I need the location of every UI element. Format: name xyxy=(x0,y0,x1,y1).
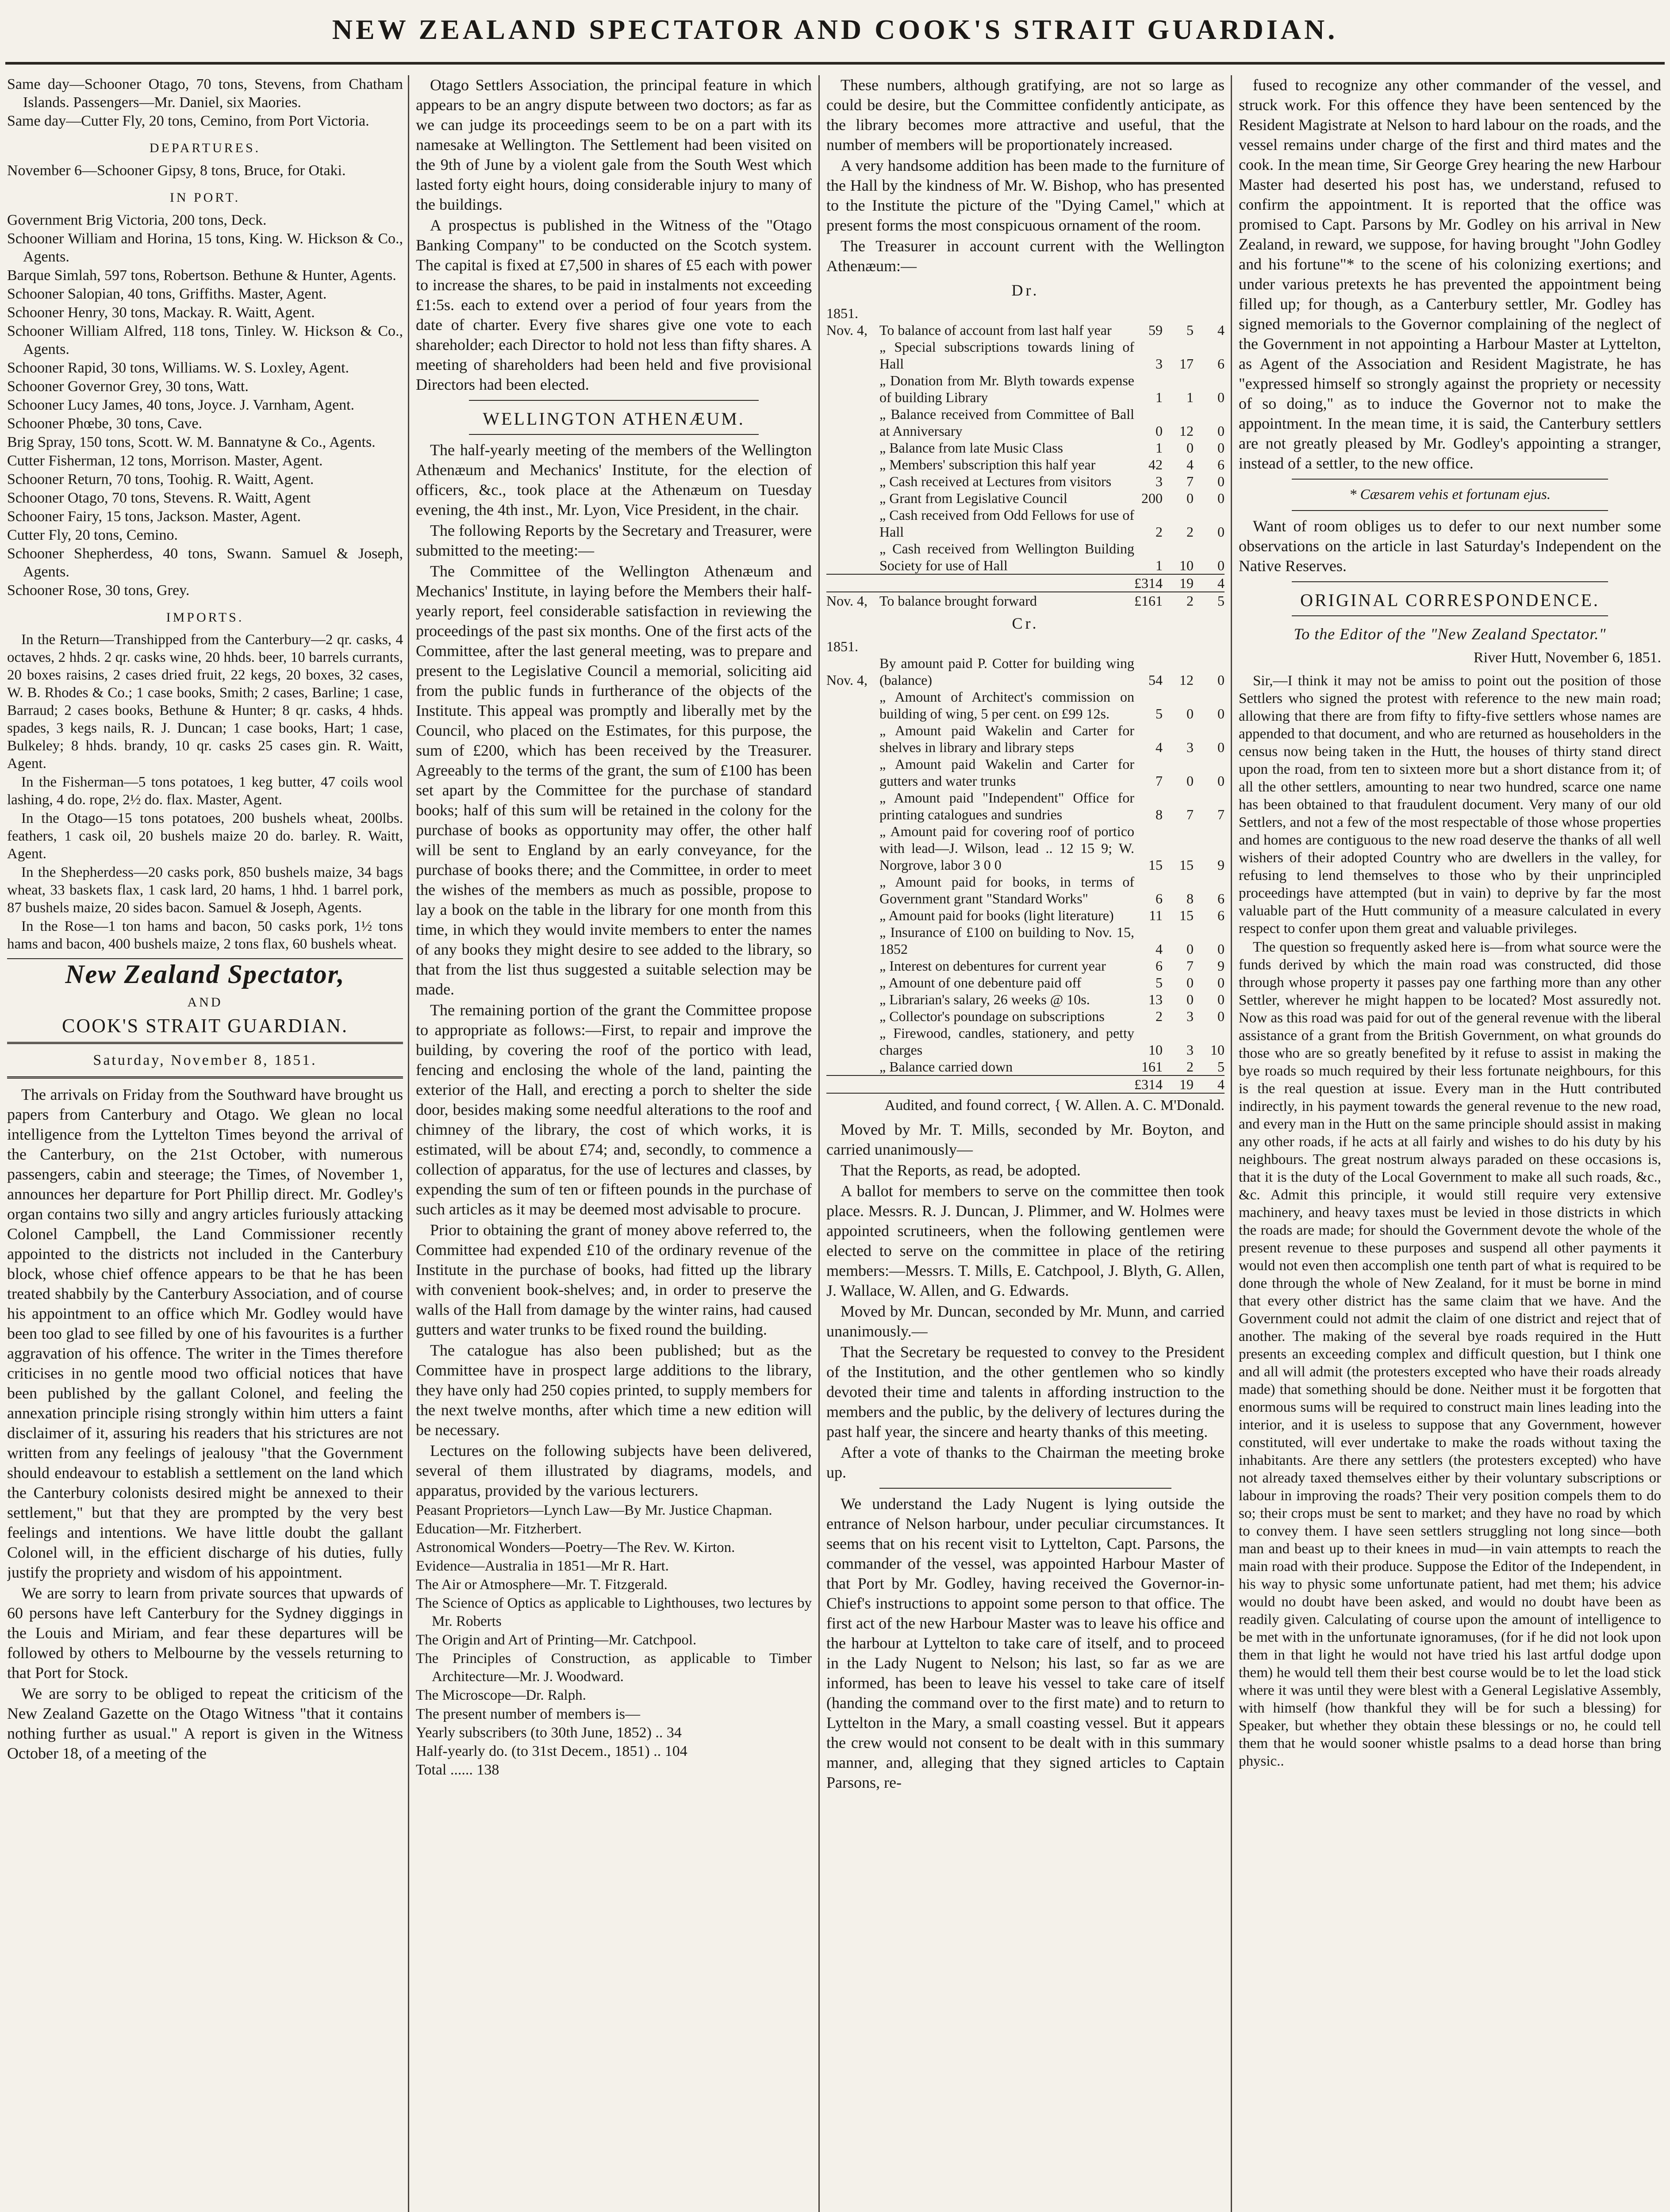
account-pounds: £314 xyxy=(1134,1076,1163,1092)
account-date xyxy=(826,1008,879,1025)
account-row xyxy=(826,823,1225,873)
in-port-entry: Schooner Phœbe, 30 tons, Cave. xyxy=(7,415,203,432)
account-item xyxy=(879,638,1134,655)
account-item: „ Amount of one debenture paid off xyxy=(879,975,1082,991)
issue-date: Saturday, November 8, 1851. xyxy=(93,1052,317,1068)
account-item: „ Cash received at Lectures from visitors xyxy=(879,473,1112,489)
divider xyxy=(1292,479,1608,480)
account-pence: 0 xyxy=(1217,941,1225,957)
column-divider xyxy=(818,75,820,2212)
letter-salutation-heading: To the Editor of the "New Zealand Spectator." xyxy=(1294,625,1606,643)
account-pounds: 3 xyxy=(1156,356,1163,372)
account-pence: 0 xyxy=(1217,473,1225,489)
account-row xyxy=(826,957,1225,974)
in-port-entry: Schooner Governor Grey, 30 tons, Watt. xyxy=(7,378,249,395)
account-pence: 7 xyxy=(1217,806,1225,822)
account-pence: 9 xyxy=(1217,958,1225,974)
letter-paragraph: The question so frequently asked here is—from what source were the funds derived by which the main road was constructed, did those through whose property it passes pay one farthing more than any other Settler, wherever he might happen to be located? Most assuredly not. Now as this road was paid for out of the general revenue with the liberal assistance of a grant from the British Government, on what grounds do those who are so greatly benefited by it refuse to assist in making the bye roads so much required by their less fortunate neighbours, for this is the real question at issue. Every man in the Hutt contributed indirectly, in his payment towards the general revenue to the new road, and every man in the Hutt on the same principle should assist in making any other roads, if he acts at all fairly and wishes to do his duty by his neighbours. The great nostrum always paraded on these occasions is, that it is the duty of the Local Government to make all such roads, &c., &c. Admit this principle, it would still require very extensive machinery, and heavy taxes must be levied in those districts in which the roads are made; for should the Government devote the whole of the present revenue to these purposes and suspend all other payments it would not even then accomplish one tenth part of what is required to be done through the whole of New Zealand, for it must be borne in mind that every other district has the same claim that we have. And the Government could not admit the claim of one district and reject that of another. The making of the several bye roads required in the Hutt presents an exceeding complex and difficult question, but I think one and all will admit (the protesters excepted who have their roads already made) that something should be done. Neither must it be forgotten that enormous sums will be required to construct main lines leading into the interior, and it is useless to suppose that any Government, however constituted, will ever undertake to make the roads without taxing the inhabitants. Are there any settlers (the protesters excepted) who have not already taxed themselves either by their voluntary subscriptions or labour in improving the roads? Their very position compels them to do so; their crops must be sent to market; and they have no road by which to convey them. I have seen settlers struggling not long since—both man and beast up to their knees in mud—in vain attempts to reach the main road with their produce. Suppose the Editor of the Independent, in his way to physic some unfortunate patient, had met them; his advice would no doubt have been asked, and would no doubt have been as readily given. Calculating of course upon the amount of intelligence to be met with in the unfortunate ignoramuses, (for if he did not look upon them in that light he would not have tried his last artful dodge upon them) he would tell them their best course would be to let the load stick where it was until they were blest with a General Legislative Assembly, with himself (how thankful they will be for such a blessing) for Speaker, but whether they obtain these blessings or no, he could tell them that he would sooner whistle psalms to a dead horse than bring physic.. xyxy=(1239,939,1661,1769)
letter-paragraph: Sir,—I think it may not be amiss to point out the position of those Settlers who signed the protest with reference to the new main road; allowing that there are from fifty to fifty-five settlers whose names are appended to that document, and who are returned as householders in the census now being taken in the Hutt, the houses of thirty stand direct upon the road, from ten to sixteen more but a short distance from it; of all the other settlers, amounting to near two hundred, scarce one name has been obtained to that fraudulent document. Very many of our old Settlers, and not a few of the most respectable of those whose properties and homes are contiguous to the new road deserve the thanks of all well wishers of their adopted Country who are dwellers in the valley, for refusing to lend themselves to those who by their unprincipled proceedings have attempted (but in vain) to deprive by far the most valuable part of the Hutt community of a measure calculated in every respect to confer upon them great and valuable privileges. xyxy=(1239,673,1661,937)
account-item: „ Amount paid Wakelin and Carter for shelves in library and library steps xyxy=(879,722,1134,755)
minutes-paragraph: A ballot for members to serve on the committee then took place. Messrs. R. J. Duncan, J. Plimmer, and W. Holmes were appointed scrutineers, when the following gentlemen were elected to serve on the committee in place of the retiring members:—Messrs. T. Mills, E. Catchpool, J. Blyth, G. Allen, J. Wallace, W. Allen, and G. Edwards. xyxy=(826,1182,1225,1299)
in-port-entry: Schooner Lucy James, 40 tons, Joyce. J. Varnham, Agent. xyxy=(7,397,355,413)
account-row xyxy=(826,473,1225,490)
account-pence xyxy=(1194,638,1225,655)
account-row xyxy=(826,924,1225,957)
account-pounds: 5 xyxy=(1156,975,1163,991)
account-pence: 0 xyxy=(1217,739,1225,755)
lady-nugent-continued: fused to recognize any other commander of the vessel, and struck work. For this offence they have been sentenced by the Resident Magistrate at Nelson to hard labour on the roads, and the vessel remains under charge of the first and third mates and the cook. In the mean time, Sir George Grey hearing the new Harbour Master had deserted his post has, we understand, refused to confirm the appointment. It is reported that the office was promised to Capt. Parsons by Mr. Godley on his arrival in New Zealand, in reward, we suppose, for having brought "John Godley and his fortune"* to the scene of his colonizing exertions; and under various pretexts he has prevented the appointment being filled up; for though, as a Canterbury settler, Mr. Godley has signed memorials to the Governor complaining of the neglect of the Government in not appointing a Harbour Master at Lyttelton, as Agent of the Association and Resident Magistrate, he has "expressed himself so strongly against the propriety or necessity of so doing," as to induce the Governor not to make the appointment. In the mean time, it is said, the Canterbury settlers are not greatly pleased by Mr. Godley's appointing a stranger, instead of a settler, to the new office. xyxy=(1239,76,1661,472)
account-pounds: 161 xyxy=(1141,1059,1163,1075)
minutes-paragraph: Moved by Mr. Duncan, seconded by Mr. Munn, and carried unanimously.— xyxy=(826,1302,1225,1340)
account-date xyxy=(826,540,879,574)
account-pounds: 1 xyxy=(1156,389,1163,405)
account-shillings: 19 xyxy=(1163,1075,1194,1093)
account-pounds: 3 xyxy=(1156,473,1163,489)
column-2 xyxy=(416,75,812,2212)
in-port-entry: Cutter Fisherman, 12 tons, Morrison. Master, Agent. xyxy=(7,453,323,469)
divider xyxy=(469,434,759,435)
account-item: „ Firewood, candles, stationery, and petty charges xyxy=(879,1025,1134,1058)
imports-heading: IMPORTS. xyxy=(166,610,244,625)
account-row xyxy=(826,638,1225,655)
account-date: Nov. 4, xyxy=(826,322,868,338)
account-pounds: 5 xyxy=(1156,706,1163,722)
account-pence: 0 xyxy=(1217,389,1225,405)
account-pence: 0 xyxy=(1217,423,1225,439)
account-row xyxy=(826,655,1225,688)
member-count-line: Half-yearly do. (to 31st Decem., 1851) .. 104 xyxy=(416,1743,687,1759)
credit-heading: Cr. xyxy=(1012,614,1039,632)
in-port-heading: IN PORT. xyxy=(169,190,241,205)
account-row xyxy=(826,490,1225,507)
account-row xyxy=(826,456,1225,473)
account-item xyxy=(879,1075,1134,1093)
account-row xyxy=(826,688,1225,722)
letter-body xyxy=(1239,672,1661,1770)
account-date xyxy=(826,924,879,957)
account-pence: 9 xyxy=(1217,857,1225,873)
divider xyxy=(7,1076,403,1079)
masthead-rule xyxy=(5,62,1665,65)
member-count-line: The present number of members is— xyxy=(416,1706,641,1722)
account-shillings: 7 xyxy=(1186,806,1194,822)
report-paragraph: The remaining portion of the grant the Committee propose to appropriate as follows:—First, to repair and improve the building, by covering the roof of the portico with lead, fencing and enclosing the whole of the land, painting the exterior of the Hall, and erecting a porch to shelter the side door, besides making some needful alterations to the roof and chimney of the library, the cost of which works, it is estimated, will be about £74; and, secondly, to commence a collection of apparatus, for the use of lectures and classes, by expending the sum of ten or fifteen pounds in the purchase of such articles as it may be deemed most advisable to procure. xyxy=(416,1001,812,1218)
account-item: „ Amount paid for covering roof of portico with lead—J. Wilson, lead .. 12 15 9; W. Norgrove, labor 3 0 0 xyxy=(879,823,1134,873)
account-pence: 4 xyxy=(1217,322,1225,338)
account-item: „ Balance from late Music Class xyxy=(879,440,1063,456)
athenaeum-report-continued xyxy=(826,75,1225,276)
account-pence: 4 xyxy=(1194,1075,1225,1093)
editorial-paragraph: We are sorry to learn from private sources that upwards of 60 persons have left Canterbury for the Sydney diggings in the Louis and Miriam, and fear these departures will be followed by others to Melbourne by the vessels returning to that Port for Stock. xyxy=(7,1584,403,1682)
account-shillings: 0 xyxy=(1186,941,1194,957)
account-shillings: 0 xyxy=(1186,991,1194,1007)
account-date xyxy=(826,957,879,974)
account-pence: 0 xyxy=(1217,524,1225,540)
lectures-list xyxy=(416,1502,812,1705)
account-item: By amount paid P. Cotter for building wing (balance) xyxy=(879,655,1134,688)
account-shillings xyxy=(1163,305,1194,322)
account-row xyxy=(826,873,1225,907)
account-date: 1851. xyxy=(826,638,858,654)
account-date xyxy=(826,873,879,907)
account-pounds: 7 xyxy=(1156,773,1163,789)
account-date xyxy=(826,688,879,722)
notice-native-reserves: Want of room obliges us to defer to our next number some observations on the article in last Saturday's Independent on the Native Reserves. xyxy=(1239,517,1661,575)
account-date xyxy=(826,974,879,991)
account-pence: 5 xyxy=(1217,1059,1225,1075)
divider xyxy=(1292,615,1608,616)
account-row xyxy=(826,1008,1225,1025)
minutes-paragraph: After a vote of thanks to the Chairman the meeting broke up. xyxy=(826,1444,1225,1481)
account-date xyxy=(826,1075,879,1093)
account-pounds: 200 xyxy=(1141,490,1163,506)
masthead: NEW ZEALAND SPECTATOR AND COOK'S STRAIT GUARDIAN. xyxy=(332,14,1338,45)
account-date xyxy=(826,439,879,456)
report-paragraph: Lectures on the following subjects have been delivered, several of them illustrated by diagrams, models, and apparatus, provided by the various lecturers. xyxy=(416,1442,812,1499)
athenaeum-heading: WELLINGTON ATHENÆUM. xyxy=(483,409,745,429)
account-pounds: 59 xyxy=(1148,322,1163,338)
divider xyxy=(7,958,403,959)
account-total-row xyxy=(826,574,1225,592)
shipping-in-port xyxy=(7,211,403,599)
column-divider xyxy=(408,75,409,2212)
account-row xyxy=(826,406,1225,439)
account-item: „ Special subscriptions towards lining of Hall xyxy=(879,339,1134,372)
account-row xyxy=(826,592,1225,609)
original-correspondence-heading: ORIGINAL CORRESPONDENCE. xyxy=(1300,590,1600,610)
account-date xyxy=(826,473,879,490)
account-pence: 0 xyxy=(1217,706,1225,722)
account-item: „ Collector's poundage on subscriptions xyxy=(879,1008,1105,1024)
account-shillings: 2 xyxy=(1186,1059,1194,1075)
account-item: „ Balance carried down xyxy=(879,1059,1013,1075)
account-item: „ Insurance of £100 on building to Nov. 15, 1852 xyxy=(879,924,1134,957)
account-pounds: 6 xyxy=(1156,958,1163,974)
account-item: „ Amount paid Wakelin and Carter for gutters and water trunks xyxy=(879,756,1134,789)
paper-subtitle: COOK'S STRAIT GUARDIAN. xyxy=(62,1015,348,1037)
account-date xyxy=(826,789,879,823)
account-item: „ Interest on debentures for current year xyxy=(879,958,1106,974)
account-pence: 0 xyxy=(1217,975,1225,991)
in-port-entry: Schooner Fairy, 15 tons, Jackson. Master, Agent. xyxy=(7,508,301,525)
account-pounds xyxy=(1134,638,1163,655)
account-item: „ Cash received from Odd Fellows for use of Hall xyxy=(879,507,1134,540)
account-row xyxy=(826,322,1225,338)
account-shillings: 15 xyxy=(1179,857,1194,873)
in-port-entry: Brig Spray, 150 tons, Scott. W. M. Bannatyne & Co., Agents. xyxy=(7,434,376,450)
account-pence: 4 xyxy=(1194,574,1225,592)
arrival-entry: Same day—Cutter Fly, 20 tons, Cemino, from Port Victoria. xyxy=(7,113,369,129)
auditors: Audited, and found correct, { W. Allen. A. C. M'Donald. xyxy=(884,1097,1225,1114)
account-item: To balance of account from last half year xyxy=(879,322,1112,338)
shipping-departures xyxy=(7,161,403,180)
editorial-continued xyxy=(416,75,812,395)
account-row xyxy=(826,991,1225,1008)
letter-dateline: River Hutt, November 6, 1851. xyxy=(1474,649,1661,666)
column-1 xyxy=(7,75,403,2212)
minutes-paragraph: That the Reports, as read, be adopted. xyxy=(841,1161,1081,1179)
account-pounds: £314 xyxy=(1134,575,1163,591)
account-pounds: 4 xyxy=(1156,941,1163,957)
lecture-entry: The Microscope—Dr. Ralph. xyxy=(416,1687,586,1703)
account-shillings: 5 xyxy=(1186,322,1194,338)
report-paragraph: The half-yearly meeting of the members of the Wellington Athenæum and Mechanics' Institute, for the election of officers, &c., took place at the Athenæum on Tuesday evening, the 4th inst., Mr. Lyon, Vice President, in the chair. xyxy=(416,441,812,518)
account-shillings: 7 xyxy=(1186,958,1194,974)
account-row xyxy=(826,305,1225,322)
account-item: „ Balance received from Committee of Ball at Anniversary xyxy=(879,406,1134,439)
account-shillings: 8 xyxy=(1186,891,1194,906)
account-pence: 6 xyxy=(1217,891,1225,906)
account-shillings: 12 xyxy=(1179,672,1194,688)
account-date xyxy=(826,507,879,540)
account-shillings: 10 xyxy=(1179,557,1194,573)
account-date: Nov. 4, xyxy=(826,593,868,609)
account-pounds: 15 xyxy=(1148,857,1163,873)
account-date xyxy=(826,1058,879,1075)
divider xyxy=(1292,510,1608,511)
account-row xyxy=(826,789,1225,823)
in-port-entry: Cutter Fly, 20 tons, Cemino. xyxy=(7,527,178,543)
shipping-arrivals xyxy=(7,75,403,130)
account-pence: 0 xyxy=(1217,1008,1225,1024)
lecture-entry: Evidence—Australia in 1851—Mr R. Hart. xyxy=(416,1558,669,1574)
account-pounds: 6 xyxy=(1156,891,1163,906)
column-divider xyxy=(1231,75,1232,2212)
in-port-entry: Schooner William and Horina, 15 tons, King. W. Hickson & Co., Agents. xyxy=(7,230,403,265)
departures-heading: DEPARTURES. xyxy=(149,141,261,155)
import-entry: In the Rose—1 ton hams and bacon, 50 casks pork, 1½ tons hams and bacon, 400 bushels maize, 2 tons flax, 60 bushels wheat. xyxy=(7,918,403,952)
account-row xyxy=(826,1058,1225,1075)
account-pence xyxy=(1194,305,1225,322)
account-shillings: 0 xyxy=(1186,490,1194,506)
report-paragraph: These numbers, although gratifying, are not so large as could be desire, but the Committee confidently anticipate, as the library becomes more attractive and useful, that the number of members will be proportionately increased. xyxy=(826,76,1225,154)
in-port-entry: Schooner William Alfred, 118 tons, Tinley. W. Hickson & Co., Agents. xyxy=(7,323,403,357)
account-item: „ Grant from Legislative Council xyxy=(879,490,1067,506)
report-paragraph: The Committee of the Wellington Athenæum and Mechanics' Institute, in laying before the Members their half-yearly report, feel considerable satisfaction in reviewing the proceedings of the past six months. One of the first acts of the Committee, after the last general meeting, was to prepare and present to the Legislative Council a memorial, soliciting aid from the public funds in furtherance of the objects of the Institute. This appeal was promptly and liberally met by the Council, who placed on the Estimates, for this purpose, the sum of £200, which has been received by the Treasurer. Agreeably to the terms of the grant, the sum of £100 has been set apart by the Committee for the purchase of standard books; half of this sum will be retained in the colony for the purchase of books as opportunity may offer, the other half will be sent to England by an early conveyance, for the purchase of books there; and the Committee, in order to meet the wishes of the members as much as possible, propose to lay a book on the table in the library for one month from this time, in which they would invite members to enter the names of any books they might desire to see added to the library, so that from the list thus suggested a suitable selection may be made. xyxy=(416,562,812,998)
editorial-paragraph: The arrivals on Friday from the Southward have brought us papers from Canterbury and Otago. We glean no local intelligence from the Lyttelton Times beyond the arrival of the Canterbury, on the 21st October, with numerous passengers, cabin and steerage; the Times, of November 1, announces her departure for Port Phillip direct. Mr. Godley's organ contains two silly and angry articles furiously attacking Colonel Campbell, the Land Commissioner recently appointed to the districts not included in the Canterbury block, whose chief offence appears to be that he has been treated shabbily by the Canterbury Association, and of course his appointment to an office which Mr. Godley would have been too glad to see filled by one of his favourites is a further aggravation of his offence. The writer in the Times therefore criticises in no gentle mood two official notices that have been published by the gallant Colonel, and feeling the annexation principle rising strongly within him utters a faint disclaimer of it, assuring his readers that his strictures are not written from any feelings of jealousy "that the Government should endeavour to establish a settlement on the land which the Canterbury colonists desired might be annexed to their settlement," but that they are prompted by the very best feelings and intentions. We have little doubt the gallant Colonel will, in the efficient discharge of his duties, fully justify the propriety and wisdom of his appointment. xyxy=(7,1086,403,1581)
account-date xyxy=(826,406,879,439)
account-pounds: 10 xyxy=(1148,1042,1163,1058)
account-row xyxy=(826,907,1225,924)
account-pence: 0 xyxy=(1217,991,1225,1007)
account-item: „ Amount of Architect's commission on building of wing, 5 per cent. on £99 12s. xyxy=(879,689,1134,722)
account-date xyxy=(826,1025,879,1058)
in-port-entry: Schooner Return, 70 tons, Toohig. R. Waitt, Agent. xyxy=(7,471,314,488)
account-item: „ Amount paid for books, in terms of Government grant "Standard Works" xyxy=(879,874,1134,906)
account-shillings: 2 xyxy=(1186,593,1194,609)
editorial xyxy=(7,1085,403,1763)
account-pounds: 4 xyxy=(1156,739,1163,755)
account-pounds: 13 xyxy=(1148,991,1163,1007)
account-date xyxy=(826,574,879,592)
account-pence: 10 xyxy=(1210,1042,1225,1058)
account-shillings: 0 xyxy=(1186,975,1194,991)
account-date xyxy=(826,456,879,473)
account-shillings: 2 xyxy=(1186,524,1194,540)
account-shillings: 1 xyxy=(1186,389,1194,405)
lecture-entry: The Air or Atmosphere—Mr. T. Fitzgerald. xyxy=(416,1577,668,1593)
member-count-line: Total ...... 138 xyxy=(416,1762,499,1778)
account-pence: 0 xyxy=(1217,440,1225,456)
account-pence: 5 xyxy=(1217,593,1225,609)
report-paragraph: A very handsome addition has been made to the furniture of the Hall by the kindness of Mr. W. Bishop, who has presented to the Institute the picture of the "Dying Camel," which at present forms the most conspicuous ornament of the room. xyxy=(826,157,1225,234)
account-item: „ Donation from Mr. Blyth towards expense of building Library xyxy=(879,373,1134,405)
athenaeum-report xyxy=(416,440,812,1501)
debit-account-table xyxy=(826,305,1225,609)
account-row xyxy=(826,540,1225,574)
in-port-entry: Schooner Otago, 70 tons, Stevens. R. Waitt, Agent xyxy=(7,490,311,506)
account-date xyxy=(826,372,879,406)
member-count-line: Yearly subscribers (to 30th June, 1852) .. 34 xyxy=(416,1724,682,1741)
account-shillings: 3 xyxy=(1186,739,1194,755)
paper-title: New Zealand Spectator, xyxy=(65,960,345,989)
account-pence: 0 xyxy=(1217,773,1225,789)
account-date xyxy=(826,823,879,873)
account-shillings: 3 xyxy=(1186,1042,1194,1058)
import-entry: In the Shepherdess—20 casks pork, 850 bushels maize, 34 bags wheat, 33 baskets flax, 1 cask lard, 20 hams, 1 hhd. 1 barrel pork, 87 bushels maize, 20 sides bacon. Samuel & Joseph, Agents. xyxy=(7,864,403,916)
in-port-entry: Barque Simlah, 597 tons, Robertson. Bethune & Hunter, Agents. xyxy=(7,267,396,284)
account-row xyxy=(826,507,1225,540)
article-paragraph: Otago Settlers Association, the principal feature in which appears to be an angry dispute between two doctors; as far as we can judge its proceedings seem to be on a part with its namesake at Wellington. The Settlement had been visited on the 9th of June by a violent gale from the South West which lasted forty eight hours, doing considerable injury to many of the buildings. xyxy=(416,76,812,213)
account-pounds: 54 xyxy=(1148,672,1163,688)
account-row xyxy=(826,439,1225,456)
account-shillings: 12 xyxy=(1179,423,1194,439)
account-shillings: 19 xyxy=(1163,574,1194,592)
arrival-entry: Same day—Schooner Otago, 70 tons, Stevens, from Chatham Islands. Passengers—Mr. Daniel, six Maories. xyxy=(7,76,403,111)
account-row xyxy=(826,756,1225,789)
account-row xyxy=(826,372,1225,406)
report-paragraph: The Treasurer in account current with the Wellington Athenæum:— xyxy=(826,237,1225,275)
account-pounds: 11 xyxy=(1149,907,1163,923)
report-paragraph: The following Reports by the Secretary and Treasurer, were submitted to the meeting:— xyxy=(416,522,812,559)
import-entry: In the Otago—15 tons potatoes, 200 bushels wheat, 200lbs. feathers, 1 cask oil, 20 bushels maize 20 do. barley. R. Waitt, Agent. xyxy=(7,810,403,862)
in-port-entry: Schooner Shepherdess, 40 tons, Swann. Samuel & Joseph, Agents. xyxy=(7,545,403,580)
account-item: „ Cash received from Wellington Building Society for use of Hall xyxy=(879,541,1134,573)
account-date xyxy=(826,722,879,756)
account-pence: 6 xyxy=(1217,356,1225,372)
account-shillings: 0 xyxy=(1186,706,1194,722)
lecture-entry: The Science of Optics as applicable to Lighthouses, two lectures by Mr. Roberts xyxy=(416,1595,812,1629)
account-shillings: 3 xyxy=(1186,1008,1194,1024)
in-port-entry: Schooner Rose, 30 tons, Grey. xyxy=(7,582,190,599)
account-total-row xyxy=(826,1075,1225,1093)
account-row xyxy=(826,338,1225,372)
in-port-entry: Government Brig Victoria, 200 tons, Deck. xyxy=(7,212,267,228)
account-pounds: 8 xyxy=(1156,806,1163,822)
report-paragraph: The catalogue has also been published; but as the Committee have in prospect large additions to the library, they have only had 250 copies printed, to supply members for the next twelve months, after which time a new edition will be necessary. xyxy=(416,1341,812,1439)
account-pence: 0 xyxy=(1217,557,1225,573)
account-date xyxy=(826,490,879,507)
account-shillings: 17 xyxy=(1179,356,1194,372)
account-date xyxy=(826,338,879,372)
account-item xyxy=(879,574,1134,592)
account-pence: 0 xyxy=(1217,672,1225,688)
account-pence: 6 xyxy=(1217,457,1225,472)
credit-account-table xyxy=(826,638,1225,1094)
account-pounds: 1 xyxy=(1156,440,1163,456)
account-shillings xyxy=(1163,638,1194,655)
lady-nugent-article: We understand the Lady Nugent is lying outside the entrance of Nelson harbour, under peculiar circumstances. It seems that on his recent visit to Lyttelton, Capt. Parsons, the commander of the vessel, was appointed Harbour Master of that Port by Mr. Godley, having received the Governor-in-Chief's instructions to appoint some person to that office. The first act of the new Harbour Master was to leave his office and the harbour at Lyttelton to take care of itself, and to proceed in the Lady Nugent to Nelson; his last, so far as we are informed, has been to leave his vessel to take care of itself (handing the command over to the first mate) and to return to Lyttelton in the Mary, a small coasting vessel. But it appears the crew would not consent to be dealt with in this summary manner, and, alleging that they signed articles to Captain Parsons, re- xyxy=(826,1495,1225,1791)
in-port-entry: Schooner Salopian, 40 tons, Griffiths. Master, Agent. xyxy=(7,286,327,302)
account-shillings: 15 xyxy=(1179,907,1194,923)
in-port-entry: Schooner Henry, 30 tons, Mackay. R. Waitt, Agent. xyxy=(7,304,315,321)
account-pounds: 2 xyxy=(1156,524,1163,540)
column-4 xyxy=(1239,75,1661,2212)
account-date xyxy=(826,756,879,789)
account-shillings: 4 xyxy=(1186,457,1194,472)
lecture-entry: The Origin and Art of Printing—Mr. Catchpool. xyxy=(416,1632,697,1648)
departure-entry: November 6—Schooner Gipsy, 8 tons, Bruce, for Otaki. xyxy=(7,162,346,179)
account-item: „ Librarian's salary, 26 weeks @ 10s. xyxy=(879,991,1090,1007)
import-entry: In the Return—Transhipped from the Canterbury—2 qr. casks, 4 octaves, 2 hhds. 2 qr. casks wine, 20 hhds. beer, 10 barrels currants, 20 boxes raisins, 2 cases dried fruit, 22 kegs, 20 boxes, 32 cases, W. B. Rhodes & Co.; 1 case books, Smith; 2 cases, Barline; 1 case, Barraud; 2 cases books, Bethune & Hunter; 8 qr. casks, 4 hhds. spades, 3 kegs nails, R. J. Duncan; 1 case books, Hart; 1 case, Bulkeley; 8 hhds. brandy, 10 qr. casks 25 cases gin. R. Waitt, Agent. xyxy=(7,632,403,772)
divider xyxy=(1292,581,1608,582)
account-item: „ Members' subscription this half year xyxy=(879,457,1096,472)
account-pounds: 0 xyxy=(1156,423,1163,439)
account-pence: 6 xyxy=(1217,907,1225,923)
account-pounds: £161 xyxy=(1134,593,1163,609)
divider xyxy=(469,400,759,401)
account-row xyxy=(826,1025,1225,1058)
account-shillings: 0 xyxy=(1186,773,1194,789)
footnote: * Cæsarem vehis et fortunam ejus. xyxy=(1349,487,1551,503)
report-paragraph: Prior to obtaining the grant of money above referred to, the Committee had expended £10 of the ordinary revenue of the Institute in the purchase of books, had fitted up the library with convenient book-shelves; and, in order to preserve the walls of the Hall from damage by the winter rains, had caused gutters and water trunks to be fixed round the building. xyxy=(416,1221,812,1338)
account-item: „ Amount paid "Independent" Office for printing catalogues and sundries xyxy=(879,790,1134,822)
account-pounds: 2 xyxy=(1156,1008,1163,1024)
account-pounds: 1 xyxy=(1156,557,1163,573)
minutes-paragraph: That the Secretary be requested to convey to the President of the Institution, and the other gentlemen who so kindly devoted their time and talents in affording instruction to the members and the public, by the delivery of lectures during the past half year, the sincere and hearty thanks of this meeting. xyxy=(826,1343,1225,1440)
import-entry: In the Fisherman—5 tons potatoes, 1 keg butter, 47 coils wool lashing, 4 do. rope, 2½ do. flax. Master, Agent. xyxy=(7,774,403,808)
meeting-minutes xyxy=(826,1120,1225,1482)
account-shillings: 7 xyxy=(1186,473,1194,489)
account-date xyxy=(826,991,879,1008)
account-date: 1851. xyxy=(826,305,858,321)
account-item: „ Amount paid for books (light literature) xyxy=(879,907,1114,923)
imports-list xyxy=(7,631,403,953)
account-shillings: 0 xyxy=(1186,440,1194,456)
account-item: To balance brought forward xyxy=(879,593,1037,609)
article-paragraph: A prospectus is published in the Witness of the "Otago Banking Company" to be conducted on the Scotch system. The capital is fixed at £7,500 in shares of £5 each with power to increase the shares, to be paid in instalments not exceeding £1:5s. each to extend over a period of four years from the date of charter. Every five shares give one vote to each shareholder; each Director to hold not less than fifty shares. A meeting of shareholders had been held and five provisional Directors had been elected. xyxy=(416,216,812,393)
minutes-paragraph: Moved by Mr. T. Mills, seconded by Mr. Boyton, and carried unanimously— xyxy=(826,1121,1225,1158)
lecture-entry: The Principles of Construction, as applicable to Timber Architecture—Mr. J. Woodward. xyxy=(416,1651,812,1685)
account-date xyxy=(826,907,879,924)
in-port-entry: Schooner Rapid, 30 tons, Williams. W. S. Loxley, Agent. xyxy=(7,360,349,376)
paper-and: AND xyxy=(187,995,223,1010)
column-3 xyxy=(826,75,1225,2212)
lecture-entry: Astronomical Wonders—Poetry—The Rev. W. Kirton. xyxy=(416,1540,735,1555)
divider xyxy=(879,1488,1171,1489)
divider xyxy=(7,1042,403,1044)
debit-heading: Dr. xyxy=(1011,281,1040,299)
account-date: Nov. 4, xyxy=(826,672,868,688)
lecture-entry: Education—Mr. Fitzherbert. xyxy=(416,1521,582,1537)
account-pence: 0 xyxy=(1217,490,1225,506)
members-count xyxy=(416,1705,812,1779)
account-pounds: 42 xyxy=(1148,457,1163,472)
account-row xyxy=(826,974,1225,991)
lecture-entry: Peasant Proprietors—Lynch Law—By Mr. Justice Chapman. xyxy=(416,1502,772,1518)
account-pounds xyxy=(1134,305,1163,322)
account-item xyxy=(879,305,1134,322)
account-row xyxy=(826,722,1225,756)
editorial-paragraph: We are sorry to be obliged to repeat the criticism of the New Zealand Gazette on the Otago Witness "that it contains nothing further as usual." A report is given in the Witness October 18, of a meeting of the xyxy=(7,1685,403,1762)
